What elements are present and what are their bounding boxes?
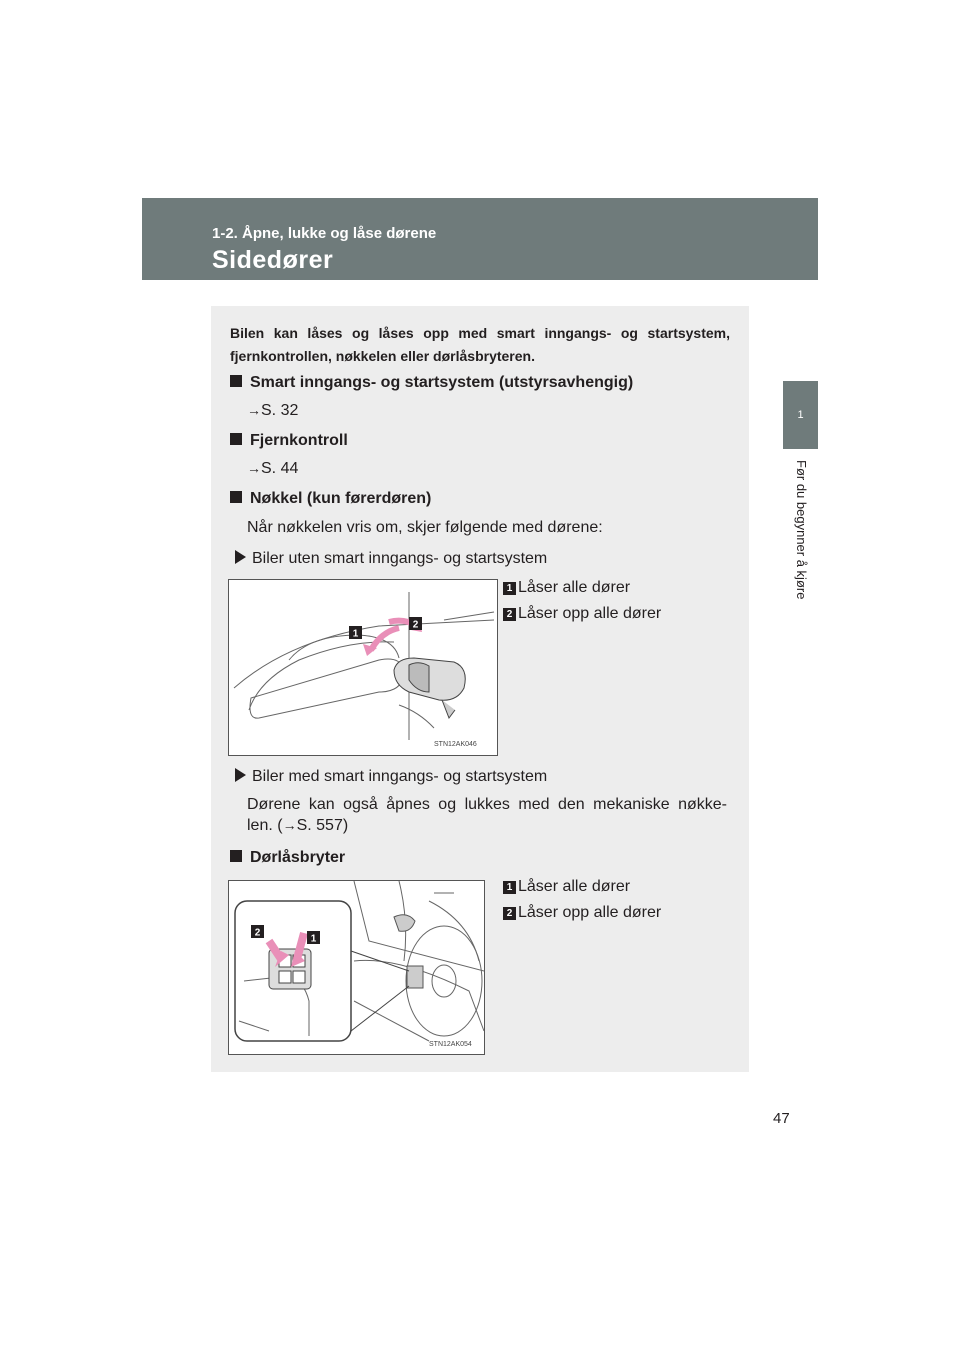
square-bullet-icon [230, 491, 242, 503]
chapter-title: Før du begynner å kjøre [793, 460, 809, 600]
switch-item-lock: 1 Låser alle dører [503, 878, 630, 896]
door-switch-illustration [228, 880, 485, 1055]
figure-code: STN12AK054 [429, 1041, 472, 1048]
figure-code: STN12AK046 [434, 741, 477, 748]
arrow-right-icon: → [247, 402, 261, 418]
page-header [142, 198, 818, 280]
chapter-number: 1 [797, 409, 804, 421]
chapter-title-vertical [783, 460, 818, 620]
key-case-no-smart: Biler uten smart inngangs- og startsystem [235, 550, 547, 568]
intro-text: Bilen kan låses og låses opp med smart inngangs- og startsystem, fjernkontrollen, nøkkelen eller dørlåsbryteren. [230, 325, 730, 364]
number-badge: 1 [503, 881, 516, 894]
triangle-bullet-icon [235, 550, 246, 564]
number-badge: 2 [503, 907, 516, 920]
chapter-tab[interactable] [783, 381, 818, 449]
svg-text:2: 2 [412, 619, 419, 631]
switch-item-unlock: 2 Låser opp alle dører [503, 904, 661, 922]
door-switch-drawing [229, 881, 484, 1054]
mechanical-key-ref[interactable]: len. (→S. 557) [247, 817, 349, 834]
mechanical-key-text-line1: Dørene kan også åpnes og lukkes med den mekaniske nøkke- [247, 796, 727, 813]
content-box [211, 306, 749, 1072]
key-description: Når nøkkelen vris om, skjer følgende med dørene: [247, 519, 603, 536]
door-key-drawing [229, 580, 497, 755]
arrow-right-icon: → [247, 460, 261, 476]
square-bullet-icon [230, 433, 242, 445]
triangle-bullet-icon [235, 768, 246, 782]
section-title: 1-2. Åpne, lukke og låse dørene [212, 225, 437, 242]
number-badge: 2 [503, 608, 516, 621]
svg-text:2: 2 [254, 927, 261, 939]
ref-smart-entry[interactable]: →S. 32 [247, 402, 299, 419]
page-title: Sidedører [212, 246, 334, 274]
number-badge: 1 [503, 582, 516, 595]
heading-key: Nøkkel (kun førerdøren) [230, 490, 431, 508]
arrow-right-icon: → [282, 817, 297, 833]
key-item-lock: 1 Låser alle dører [503, 579, 630, 597]
heading-remote: Fjernkontroll [230, 432, 348, 450]
page-number: 47 [773, 1110, 790, 1127]
heading-smart-entry: Smart inngangs- og startsystem (utstyrsavhengig) [230, 374, 633, 392]
heading-door-lock-switch: Dørlåsbryter [230, 849, 345, 867]
key-door-illustration [228, 579, 498, 756]
svg-text:1: 1 [310, 933, 317, 945]
square-bullet-icon [230, 850, 242, 862]
square-bullet-icon [230, 375, 242, 387]
key-item-unlock: 2 Låser opp alle dører [503, 605, 661, 623]
svg-text:1: 1 [352, 628, 359, 640]
ref-remote[interactable]: →S. 44 [247, 460, 299, 477]
key-case-with-smart: Biler med smart inngangs- og startsystem [235, 768, 547, 786]
